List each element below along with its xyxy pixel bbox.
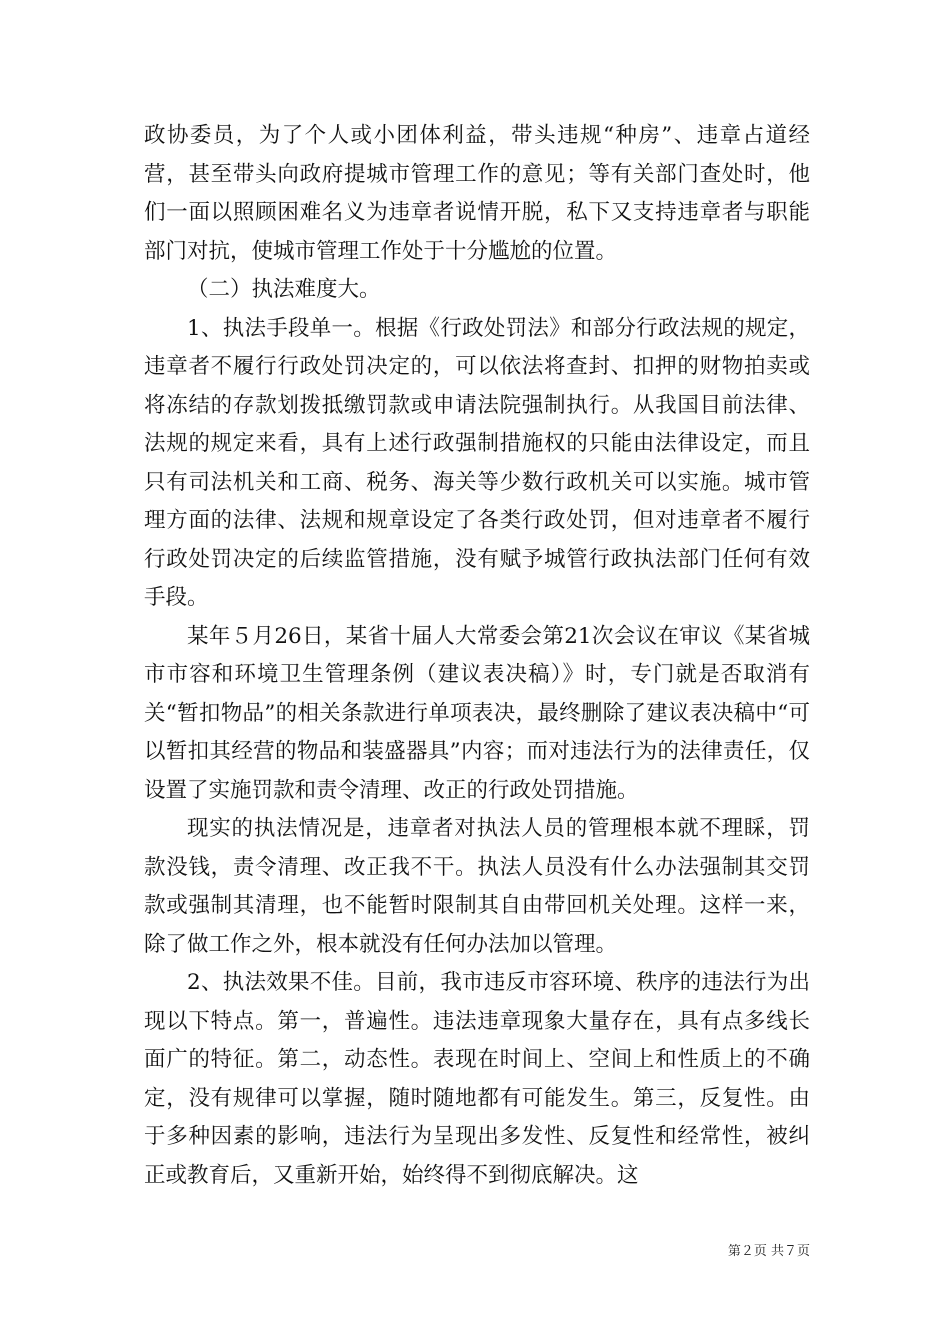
paragraph-continuation: 政协委员，为了个人或小团体利益，带头违规“种房”、违章占道经营，甚至带头向政府提城市管理工作的意见；等有关部门查处时，他们一面以照顾困难名义为违章者说情开脱，私下又支持违章者与职能部门对抗，使城市管理工作处于十分尴尬的位置。: [144, 123, 810, 264]
section-heading-enforcement-difficulty: （二）执法难度大。: [187, 277, 381, 302]
document-body: [144, 117, 810, 1195]
paragraph-poor-effect: 2、执法效果不佳。目前，我市违反市容环境、秩序的违法行为出现以下特点。第一，普遍性。违法违章现象大量存在，具有点多线长面广的特征。第二，动态性。表现在时间上、空间上和性质上的不确定，没有规律可以掌握，随时随地都有可能发生。第三，反复性。由于多种因素的影响，违法行为呈现出多发性、反复性和经常性，被纠正或教育后，又重新开始，始终得不到彻底解决。这: [144, 970, 810, 1188]
paragraph-single-means: 1、执法手段单一。根据《行政处罚法》和部分行政法规的规定，违章者不履行行政处罚决定的，可以依法将查封、扣押的财物拍卖或将冻结的存款划拨抵缴罚款或申请法院强制执行。从我国目前法律、法规的规定来看，具有上述行政强制措施权的只能由法律设定，而且只有司法机关和工商、税务、海关等少数行政机关可以实施。城市管理方面的法律、法规和规章设定了各类行政处罚，但对违章者不履行行政处罚决定的后续监管措施，没有赋予城管行政执法部门任何有效手段。: [144, 315, 810, 610]
paragraph-enforcement-reality: 现实的执法情况是，违章者对执法人员的管理根本就不理睬，罚款没钱，责令清理、改正我不干。执法人员没有什么办法强制其交罚款或强制其清理，也不能暂时限制其自由带回机关处理。这样一来，除了做工作之外，根本就没有任何办法加以管理。: [144, 816, 810, 957]
paragraph-provincial-regulation: 某年５月26日，某省十届人大常委会第21次会议在审议《某省城市市容和环境卫生管理条例（建议表决稿）》时，专门就是否取消有关“暂扣物品”的相关条款进行单项表决，最终删除了建议表决稿中“可以暂扣其经营的物品和装盛器具”内容；而对违法行为的法律责任，仅设置了实施罚款和责令清理、改正的行政处罚措施。: [144, 623, 810, 803]
page-number-footer: 第２页 共７页: [727, 1244, 810, 1259]
